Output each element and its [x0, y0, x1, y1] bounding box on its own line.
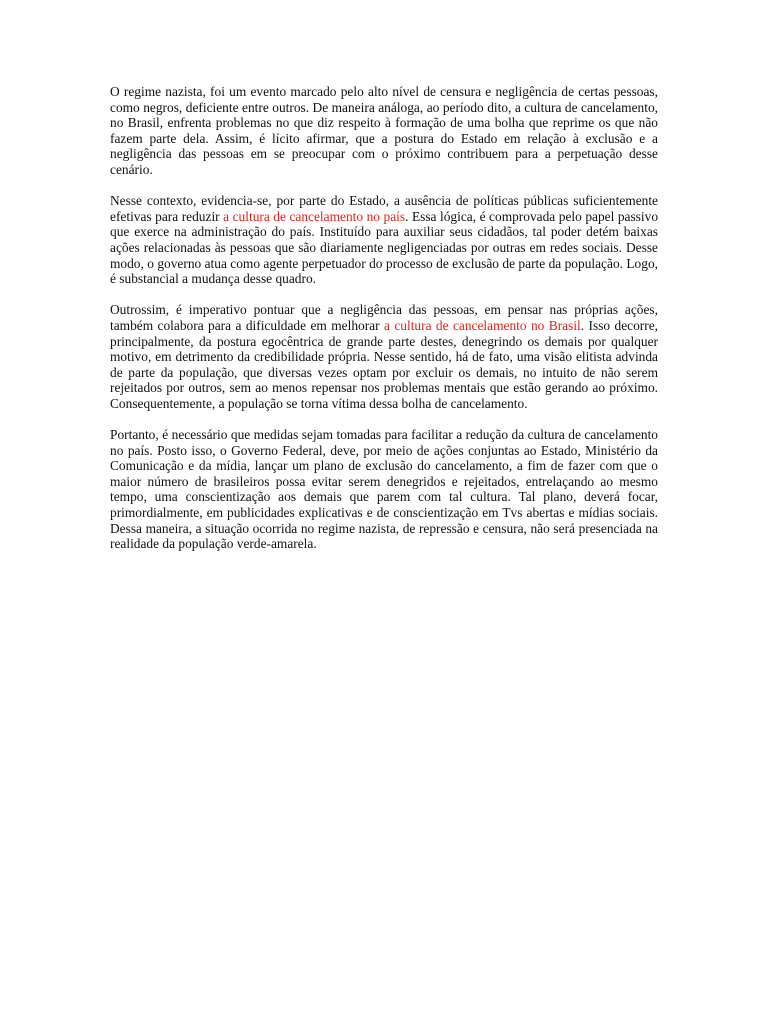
paragraph-text-before: Outrossim, é imperativo pontuar que a negligência das pessoas, em pensar nas próprias ações, também colabora para a dificuldade em melhorar: [110, 302, 658, 333]
paragraph-text-before: Nesse contexto, evidencia-se, por parte do Estado, a ausência de políticas públicas suficientemente efetivas para reduzir: [110, 193, 658, 224]
paragraph-text: O regime nazista, foi um evento marcado pelo alto nível de censura e negligência de certas pessoas, como negros, deficiente entre outros. De maneira análoga, ao período dito, a cultura de cancelamento, no Brasil, enfrenta problemas no que diz respeito à formação de uma bolha que reprime os que não fazem parte dela. Assim, é lícito afirmar, que a postura do Estado em relação à exclusão e a negligência das pessoas em se preocupar com o próximo contribuem para a perpetuação desse cenário.: [110, 84, 658, 177]
paragraph-development-2: [110, 302, 658, 411]
highlighted-text: a cultura de cancelamento no Brasil: [383, 317, 581, 333]
paragraph-text: Portanto, é necessário que medidas sejam tomadas para facilitar a redução da cultura de cancelamento no país. Posto isso, o Governo Federal, deve, por meio de ações conjuntas ao Estado, Ministério da Comunicação e da mídia, lançar um plano de exclusão do cancelamento, a fim de fazer com que o maior número de brasileiros possa evitar serem denegridos e rejeitados, entrelaçando ao mesmo tempo, uma conscientização aos demais que parem com tal cultura. Tal plano, deverá focar, primordialmente, em publicidades explicativas e de conscientização em Tvs abertas e mídias sociais. Dessa maneira, a situação ocorrida no regime nazista, de repressão e censura, não será presenciada na realidade da população verde-amarela.: [110, 427, 658, 552]
paragraph-text-after: . Isso decorre, principalmente, da postura egocêntrica de grande parte destes, denegrindo os demais por qualquer motivo, em detrimento da credibilidade própria. Nesse sentido, há de fato, uma visão elitista advinda de parte da população, que diversas vezes optam por excluir os demais, no intuito de não serem rejeitados por outros, sem ao menos repensar nos problemas mentais que estão gerando ao próximo. Consequentemente, a população se torna vítima dessa bolha de cancelamento.: [110, 317, 658, 411]
paragraph-introduction: [110, 84, 658, 178]
essay-body: [110, 84, 658, 567]
highlighted-text: a cultura de cancelamento no país: [223, 208, 406, 224]
paragraph-conclusion: [110, 427, 658, 552]
paragraph-development-1: [110, 193, 658, 287]
paragraph-text-after: . Essa lógica, é comprovada pelo papel passivo que exerce na administração do país. Instituído para auxiliar seus cidadãos, tal poder detém baixas ações relacionadas às pessoas que são diariamente negligenciadas por outras em redes sociais. Desse modo, o governo atua como agente perpetuador do processo de exclusão de parte da população. Logo, é substancial a mudança desse quadro.: [110, 208, 659, 287]
